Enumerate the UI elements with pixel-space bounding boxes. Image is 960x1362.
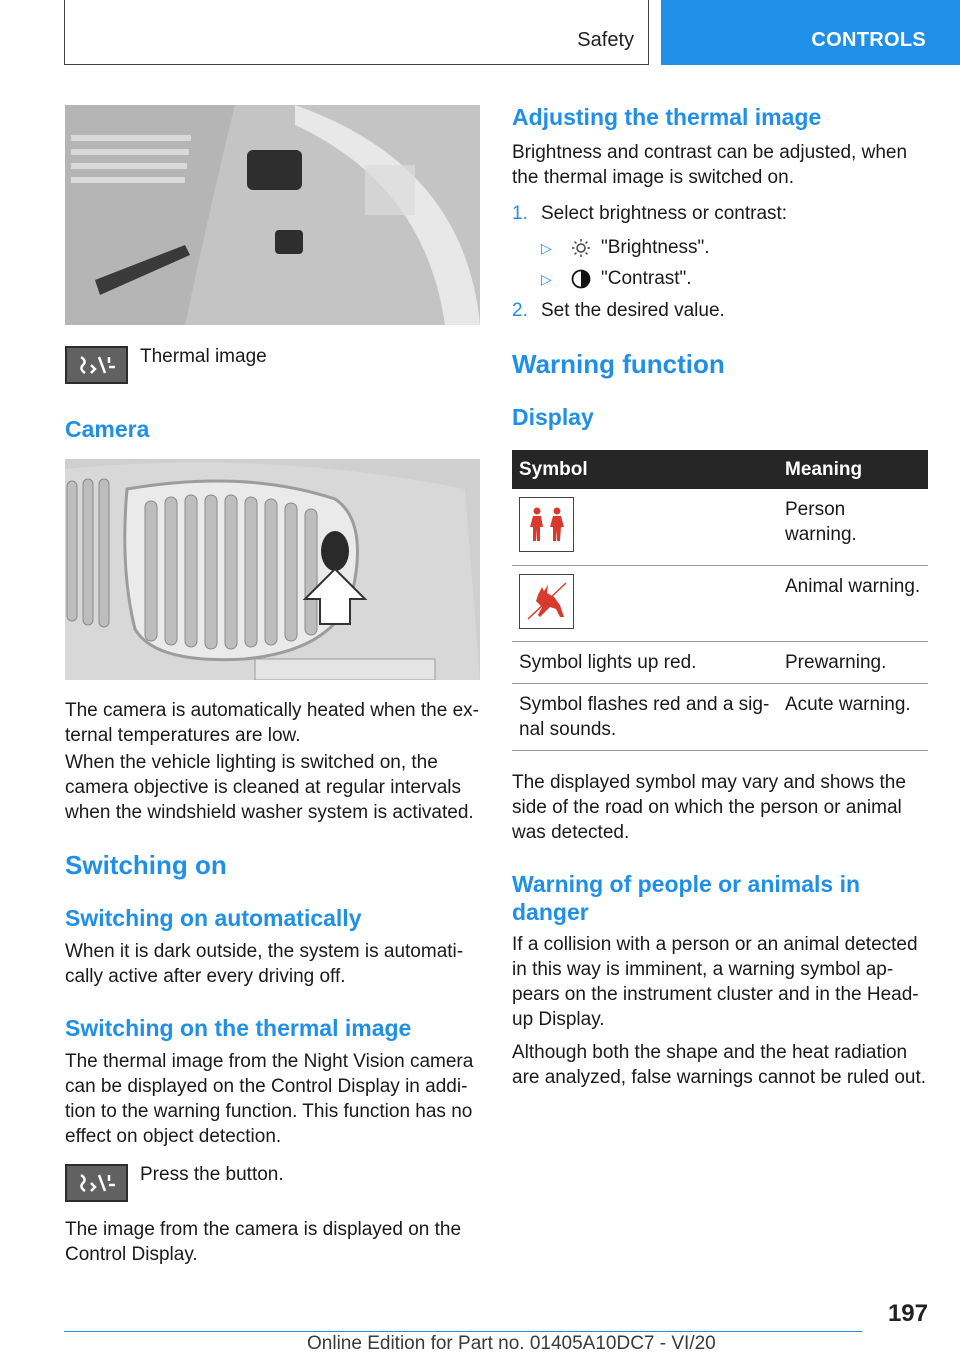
switching-on-auto-heading: Switching on automatically [65,905,362,931]
brightness-label: "Brightness". [601,237,710,258]
header-section: Safety [577,29,634,51]
lights-red-text: Symbol lights up red. [512,641,778,683]
switching-on-heading: Switching on [65,850,227,880]
step-1-text: Select brightness or contrast: [541,203,788,224]
footer-rule [64,1331,862,1332]
contrast-label: "Contrast". [601,268,692,289]
warning-function-heading: Warning function [512,349,725,379]
brightness-icon [571,238,591,263]
switching-thermal-heading: Switching on the thermal image [65,1015,412,1041]
meaning-column-header: Meaning [778,450,928,489]
press-button-text: Press the button. [140,1164,284,1185]
prewarning-text: Prewarning. [778,641,928,683]
animal-warning-text: Animal warning. [778,565,928,641]
display-heading: Display [512,404,594,430]
contrast-item [541,268,552,290]
night-vision-button-icon [65,346,128,384]
table-row [512,565,928,641]
symbol-table [512,450,928,751]
thermal-image-caption: Thermal image [140,346,267,367]
image-displayed-paragraph: The image from the camera is displayed on the Control Display. [65,1219,462,1265]
danger-paragraph-2: Although both the shape and the heat radiation are analyzed, false warnings cannot be ruled out. [512,1042,927,1088]
header-chapter-box [661,0,960,65]
person-warning-icon [519,497,574,552]
brightness-item [541,237,552,259]
flashes-red-text: Symbol flashes red and a sig‐ nal sounds. [512,683,778,750]
auto-paragraph: When it is dark outside, the system is automati‐ cally active after every driving off. [65,941,464,987]
thermal-paragraph: The thermal image from the Night Vision camera can be displayed on the Control Display in addi‐ tion to the warning function. This function has no effect on object detection. [65,1051,474,1147]
header-section-box [64,0,649,65]
page-number: 197 [887,1300,928,1327]
acute-warning-text: Acute warning. [778,683,928,750]
night-vision-button-icon-2 [65,1164,128,1202]
triangle-bullet-icon: ▷ [541,271,552,287]
displayed-symbol-paragraph: The displayed symbol may vary and shows the side of the road on which the person or animal was detected. [512,772,906,843]
danger-heading: Warning of people or animals in danger [512,871,861,925]
person-warning-text: Person warning. [778,489,928,565]
triangle-bullet-icon: ▷ [541,240,552,256]
edition-text: Online Edition for Part no. 01405A10DC7 - VI/20 [307,1333,716,1354]
adjusting-paragraph: Brightness and contrast can be adjusted, when the thermal image is switched on. [512,142,908,188]
camera-heading: Camera [65,416,150,442]
step-1-number: 1. [512,203,528,224]
step-2-number: 2. [512,300,528,321]
contrast-icon [571,269,591,294]
table-row [512,683,928,750]
camera-paragraph-1: The camera is automatically heated when the ex‐ ternal temperatures are low. [65,700,479,746]
danger-paragraph-1: If a collision with a person or an animal detected in this way is imminent, a warning symbol ap‐ pears on the instrument cluster and in the Head- up Display. [512,934,919,1030]
animal-warning-icon [519,574,574,629]
adjusting-heading: Adjusting the thermal image [512,104,822,130]
step-2-text: Set the desired value. [541,300,725,321]
table-row [512,489,928,565]
symbol-column-header: Symbol [512,450,778,489]
table-row [512,641,928,683]
camera-paragraph-2: When the vehicle lighting is switched on, the camera objective is cleaned at regular intervals when the windshield washer system is activated. [65,752,474,823]
header-chapter: CONTROLS [811,29,926,51]
camera-grille-photo [65,459,480,680]
dashboard-photo [65,105,480,325]
